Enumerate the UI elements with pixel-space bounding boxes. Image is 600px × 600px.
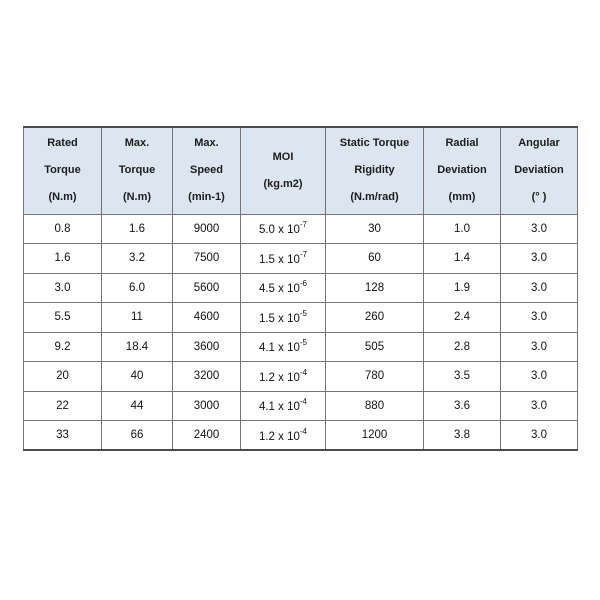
moi-exponent: -6 <box>299 279 308 289</box>
header-line: Deviation <box>514 164 564 177</box>
table-header <box>24 127 578 214</box>
table-row <box>24 244 578 274</box>
table-cell: 6.0 <box>102 273 173 303</box>
table-cell: 3.8 <box>424 421 501 451</box>
table-cell: 20 <box>24 362 102 392</box>
header-line: (N.m) <box>48 191 77 204</box>
table-cell: 33 <box>24 421 102 451</box>
moi-value: 1.5 x 10 <box>258 312 300 325</box>
table-cell: 44 <box>102 391 173 421</box>
table-cell: 2.4 <box>424 303 501 333</box>
moi-exponent: -7 <box>299 249 308 259</box>
header-line: Max. <box>194 137 219 150</box>
table-row <box>24 303 578 333</box>
header-line: Rated <box>47 137 78 150</box>
table-cell: 880 <box>326 391 424 421</box>
header-line: MOI <box>272 150 294 163</box>
moi-value: 1.2 x 10 <box>258 371 300 384</box>
moi-exponent: -5 <box>299 308 308 318</box>
table-cell: 1.0 <box>424 214 501 244</box>
table-row <box>24 421 578 451</box>
table-cell: 3.0 <box>501 244 578 274</box>
moi-exponent: -4 <box>299 426 308 436</box>
table-cell: 3.2 <box>102 244 173 274</box>
table-cell: 0.8 <box>24 214 102 244</box>
table-row <box>24 332 578 362</box>
table-cell: 780 <box>326 362 424 392</box>
table-cell <box>241 214 326 244</box>
table-cell: 1.9 <box>424 273 501 303</box>
table-cell: 3.0 <box>501 391 578 421</box>
table-cell <box>241 244 326 274</box>
table-cell: 2.8 <box>424 332 501 362</box>
header-line: (N.m) <box>122 191 152 204</box>
header-line: (° ) <box>531 191 547 204</box>
col-header-radial-deviation <box>424 127 501 214</box>
table-cell: 9000 <box>173 214 241 244</box>
header-line: Angular <box>518 137 560 150</box>
table-cell: 60 <box>326 244 424 274</box>
header-row <box>24 127 578 214</box>
moi-value: 4.5 x 10 <box>258 283 300 296</box>
moi-value: 4.1 x 10 <box>258 342 300 355</box>
moi-value: 4.1 x 10 <box>258 401 300 414</box>
col-header-angular-deviation <box>501 127 578 214</box>
header-line: Rigidity <box>354 164 395 177</box>
table-cell: 3.0 <box>501 303 578 333</box>
header-line: (mm) <box>448 191 476 204</box>
table-cell: 3600 <box>173 332 241 362</box>
moi-value: 5.0 x 10 <box>258 224 300 237</box>
table-cell: 1.6 <box>102 214 173 244</box>
col-header-max-speed <box>173 127 241 214</box>
table-cell: 4600 <box>173 303 241 333</box>
table-row <box>24 273 578 303</box>
header-line: Static Torque <box>339 137 410 150</box>
table-row <box>24 391 578 421</box>
table-cell: 3.6 <box>424 391 501 421</box>
table-cell: 3.0 <box>501 421 578 451</box>
table-cell: 9.2 <box>24 332 102 362</box>
header-line: Deviation <box>437 164 487 177</box>
table-cell <box>241 273 326 303</box>
header-line: Max. <box>124 137 150 150</box>
table-cell <box>241 362 326 392</box>
table-cell: 1200 <box>326 421 424 451</box>
table-row <box>24 362 578 392</box>
table-cell <box>241 421 326 451</box>
col-header-moi <box>241 127 326 214</box>
table-cell <box>241 332 326 362</box>
table-cell: 2400 <box>173 421 241 451</box>
table-cell <box>241 391 326 421</box>
table-cell: 260 <box>326 303 424 333</box>
col-header-max-torque <box>102 127 173 214</box>
table-cell: 3.0 <box>24 273 102 303</box>
table-cell: 18.4 <box>102 332 173 362</box>
moi-exponent: -4 <box>299 397 308 407</box>
header-line: Radial <box>445 137 479 150</box>
table-cell: 22 <box>24 391 102 421</box>
table-cell: 1.6 <box>24 244 102 274</box>
table-cell: 3.0 <box>501 332 578 362</box>
table-cell: 1.4 <box>424 244 501 274</box>
moi-value: 1.2 x 10 <box>258 430 300 443</box>
header-line: (kg.m2) <box>263 177 303 190</box>
table-cell: 3.0 <box>501 273 578 303</box>
table-cell: 3000 <box>173 391 241 421</box>
moi-exponent: -7 <box>299 220 308 230</box>
table-cell: 128 <box>326 273 424 303</box>
table-cell: 5600 <box>173 273 241 303</box>
table-cell: 3.0 <box>501 362 578 392</box>
col-header-rated-torque <box>24 127 102 214</box>
moi-exponent: -5 <box>299 338 308 348</box>
table-cell: 66 <box>102 421 173 451</box>
table-cell: 505 <box>326 332 424 362</box>
table-cell: 40 <box>102 362 173 392</box>
table-cell: 3.5 <box>424 362 501 392</box>
header-line: (min-1) <box>188 191 225 204</box>
header-line: Torque <box>44 164 81 177</box>
table-cell <box>241 303 326 333</box>
header-line: (N.m/rad) <box>350 191 399 204</box>
col-header-static-torque-rigidity <box>326 127 424 214</box>
header-line: Speed <box>189 164 223 177</box>
moi-value: 1.5 x 10 <box>258 253 300 266</box>
table-cell: 3.0 <box>501 214 578 244</box>
table-cell: 30 <box>326 214 424 244</box>
moi-exponent: -4 <box>299 367 308 377</box>
table-cell: 11 <box>102 303 173 333</box>
table-cell: 5.5 <box>24 303 102 333</box>
table-cell: 3200 <box>173 362 241 392</box>
table-row <box>24 214 578 244</box>
table-body <box>24 214 578 450</box>
spec-table <box>23 126 578 451</box>
header-line: Torque <box>118 164 156 177</box>
table-cell: 7500 <box>173 244 241 274</box>
